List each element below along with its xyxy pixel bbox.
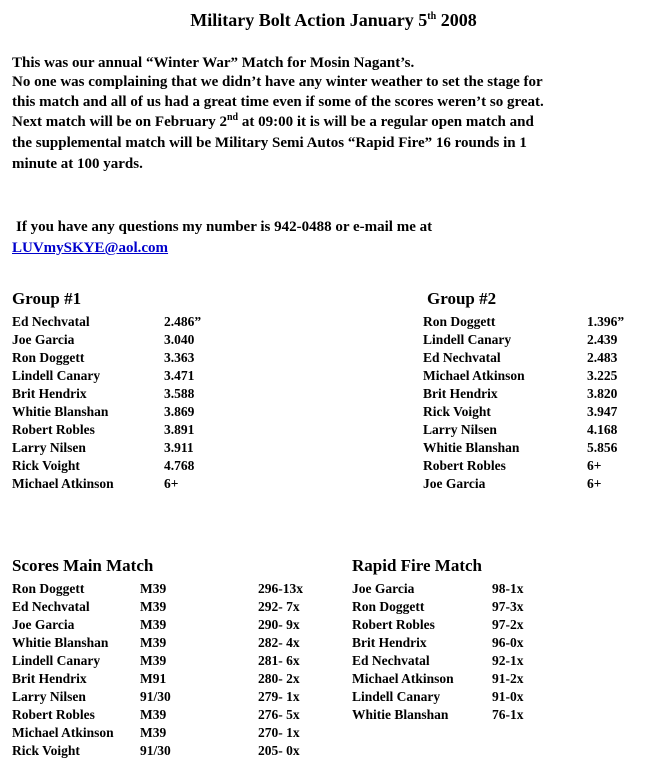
shooter-name: Joe Garcia bbox=[352, 581, 415, 596]
match-score: 270- 1x bbox=[258, 725, 300, 740]
group-size: 3.891 bbox=[164, 422, 195, 437]
shooter-name: Joe Garcia bbox=[12, 617, 75, 632]
shooter-name: Ed Nechvatal bbox=[352, 653, 430, 668]
group-size: 2.439 bbox=[587, 332, 618, 347]
match-score: 97-2x bbox=[492, 617, 524, 632]
rifle-model: 91/30 bbox=[140, 689, 171, 704]
group-size: 3.947 bbox=[587, 404, 618, 419]
shooter-name: Whitie Blanshan bbox=[352, 707, 449, 722]
group-size: 3.363 bbox=[164, 350, 195, 365]
shooter-name: Joe Garcia bbox=[423, 476, 486, 491]
shooter-name: Ed Nechvatal bbox=[423, 350, 501, 365]
shooter-name: Larry Nilsen bbox=[423, 422, 497, 437]
group-size: 2.483 bbox=[587, 350, 618, 365]
shooter-name: Michael Atkinson bbox=[423, 368, 525, 383]
group-size: 4.768 bbox=[164, 458, 195, 473]
shooter-name: Lindell Canary bbox=[12, 368, 101, 383]
shooter-name: Ron Doggett bbox=[423, 314, 496, 329]
shooter-name: Brit Hendrix bbox=[12, 671, 87, 686]
shooter-name: Brit Hendrix bbox=[352, 635, 427, 650]
match-score: 97-3x bbox=[492, 599, 524, 614]
shooter-name: Joe Garcia bbox=[12, 332, 75, 347]
contact-text: If you have any questions my number is 942-0488 or e-mail me at bbox=[16, 219, 433, 235]
match-score: 282- 4x bbox=[258, 635, 300, 650]
shooter-name: Michael Atkinson bbox=[352, 671, 454, 686]
shooter-name: Ron Doggett bbox=[352, 599, 425, 614]
shooter-name: Whitie Blanshan bbox=[423, 440, 520, 455]
group-size: 5.856 bbox=[587, 440, 618, 455]
match-score: 92-1x bbox=[492, 653, 524, 668]
page-title: Military Bolt Action January 5th 2008 bbox=[190, 10, 477, 30]
intro-line-6: minute at 100 yards. bbox=[12, 156, 143, 172]
shooter-name: Brit Hendrix bbox=[12, 386, 87, 401]
shooter-name: Michael Atkinson bbox=[12, 476, 114, 491]
shooter-name: Rick Voight bbox=[12, 743, 80, 758]
email-link[interactable]: LUVmySKYE@aol.com bbox=[12, 240, 169, 256]
intro-line-2: No one was complaining that we didn’t have any winter weather to set the stage for bbox=[12, 74, 543, 90]
rifle-model: M39 bbox=[140, 707, 167, 722]
intro-line-4: Next match will be on February 2nd at 09:00 it is will be a regular open match and bbox=[12, 112, 534, 130]
group-size: 6+ bbox=[164, 476, 179, 491]
match-score: 91-0x bbox=[492, 689, 524, 704]
match-score: 290- 9x bbox=[258, 617, 300, 632]
rifle-model: M39 bbox=[140, 725, 167, 740]
shooter-name: Rick Voight bbox=[423, 404, 491, 419]
group-size: 3.869 bbox=[164, 404, 195, 419]
main-match-heading: Scores Main Match bbox=[12, 556, 154, 575]
group-size: 3.820 bbox=[587, 386, 618, 401]
shooter-name: Brit Hendrix bbox=[423, 386, 498, 401]
intro-line-1: This was our annual “Winter War” Match for Mosin Nagant’s. bbox=[12, 55, 415, 71]
shooter-name: Ed Nechvatal bbox=[12, 599, 90, 614]
rifle-model: M39 bbox=[140, 653, 167, 668]
rifle-model: M39 bbox=[140, 617, 167, 632]
match-score: 205- 0x bbox=[258, 743, 300, 758]
rifle-model: M39 bbox=[140, 581, 167, 596]
shooter-name: Ed Nechvatal bbox=[12, 314, 90, 329]
shooter-name: Ron Doggett bbox=[12, 581, 85, 596]
group-size: 1.396” bbox=[587, 314, 625, 329]
shooter-name: Whitie Blanshan bbox=[12, 404, 109, 419]
match-score: 296-13x bbox=[258, 581, 303, 596]
match-score: 279- 1x bbox=[258, 689, 300, 704]
shooter-name: Rick Voight bbox=[12, 458, 80, 473]
rifle-model: 91/30 bbox=[140, 743, 171, 758]
rapid-fire-heading: Rapid Fire Match bbox=[352, 556, 483, 575]
group2-heading: Group #2 bbox=[427, 289, 497, 308]
match-score: 96-0x bbox=[492, 635, 524, 650]
intro-line-3: this match and all of us had a great time even if some of the scores weren’t so great. bbox=[12, 94, 544, 110]
intro-line-5: the supplemental match will be Military Semi Autos “Rapid Fire” 16 rounds in 1 bbox=[12, 135, 527, 151]
shooter-name: Ron Doggett bbox=[12, 350, 85, 365]
group-size: 6+ bbox=[587, 458, 602, 473]
group-size: 3.040 bbox=[164, 332, 195, 347]
rifle-model: M91 bbox=[140, 671, 167, 686]
shooter-name: Lindell Canary bbox=[12, 653, 101, 668]
match-score: 281- 6x bbox=[258, 653, 300, 668]
shooter-name: Robert Robles bbox=[12, 707, 95, 722]
rifle-model: M39 bbox=[140, 599, 167, 614]
group-size: 3.225 bbox=[587, 368, 618, 383]
group-size: 3.911 bbox=[164, 440, 194, 455]
match-score: 98-1x bbox=[492, 581, 524, 596]
rifle-model: M39 bbox=[140, 635, 167, 650]
shooter-name: Larry Nilsen bbox=[12, 689, 86, 704]
shooter-name: Larry Nilsen bbox=[12, 440, 86, 455]
match-score: 91-2x bbox=[492, 671, 524, 686]
shooter-name: Lindell Canary bbox=[423, 332, 512, 347]
shooter-name: Lindell Canary bbox=[352, 689, 441, 704]
group-size: 6+ bbox=[587, 476, 602, 491]
match-score: 276- 5x bbox=[258, 707, 300, 722]
group-size: 3.471 bbox=[164, 368, 195, 383]
shooter-name: Robert Robles bbox=[12, 422, 95, 437]
match-score: 76-1x bbox=[492, 707, 524, 722]
group1-heading: Group #1 bbox=[12, 289, 82, 308]
group-size: 2.486” bbox=[164, 314, 202, 329]
match-score: 280- 2x bbox=[258, 671, 300, 686]
match-score: 292- 7x bbox=[258, 599, 300, 614]
group-size: 3.588 bbox=[164, 386, 195, 401]
shooter-name: Robert Robles bbox=[423, 458, 506, 473]
shooter-name: Whitie Blanshan bbox=[12, 635, 109, 650]
shooter-name: Robert Robles bbox=[352, 617, 435, 632]
shooter-name: Michael Atkinson bbox=[12, 725, 114, 740]
group-size: 4.168 bbox=[587, 422, 618, 437]
